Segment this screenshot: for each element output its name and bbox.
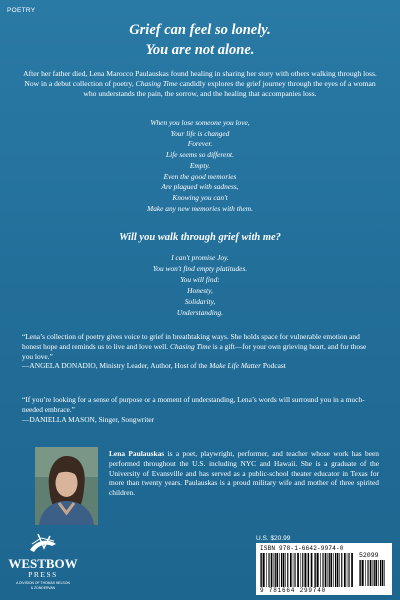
poem-line: Even the good memories	[163, 171, 237, 181]
poem-line: When you lose someone you love,	[150, 118, 250, 127]
price-addon-digits: 52099	[359, 552, 379, 559]
poem-excerpt-2	[0, 253, 400, 318]
attribution-text: Podcast	[260, 361, 286, 371]
barcode-bar	[351, 553, 353, 587]
poem-excerpt-1	[0, 118, 400, 214]
intro-text-2: candidly explores the grief journey through the eyes of a woman who understands the pain, the sorrow, and the healing that accompanies loss.	[83, 79, 376, 99]
barcode-bar	[297, 553, 299, 587]
question-heading: Will you walk through grief with me?	[119, 232, 281, 243]
barcode-bar	[335, 553, 336, 587]
bio-text: is a poet, playwright, performer, and teacher whose work has been performed throughout the U.S. including NYC and Hawaii. She is a graduate of the University of Evansville and has served as a public-school theater educator in Texas for more than twenty years. Paulauskas is a proud military wife and mother of three spirited children.	[109, 449, 379, 498]
barcode-bar	[287, 553, 288, 587]
intro-paragraph	[22, 69, 378, 100]
barcode-bar	[370, 560, 372, 586]
barcode-bar	[293, 553, 294, 587]
barcode-bar	[260, 553, 261, 587]
isbn-barcode	[256, 543, 392, 595]
barcode-bar	[322, 553, 323, 587]
headline-line-2: You are not alone.	[145, 42, 255, 58]
intro-text-1: After her father died, Lena Marocco Paulauskas found healing in sharing her story with others walking through loss. Now in a debut collection of poetry,	[23, 69, 377, 89]
barcode-bar	[384, 560, 385, 586]
barcode-bar	[317, 553, 319, 587]
barcode-bar	[375, 560, 377, 586]
author-photo	[35, 447, 98, 525]
barcode-bar	[290, 553, 292, 587]
westbow-logo-icon	[8, 528, 78, 593]
barcode-bar	[271, 553, 273, 587]
category-label: POETRY	[7, 7, 36, 14]
barcode-bar	[339, 553, 340, 587]
barcode-bar	[301, 553, 302, 587]
poem-line: I can't promise Joy.	[171, 253, 229, 262]
poem-line: Solidarity,	[184, 296, 216, 306]
barcode-bar	[378, 560, 379, 586]
barcode-bar	[266, 553, 267, 587]
barcode-bar	[315, 553, 316, 587]
quote-attribution	[22, 361, 378, 371]
headline	[0, 20, 400, 60]
headline-line-1: Grief can feel so lonely.	[129, 22, 271, 38]
poem-line: Empty.	[189, 160, 211, 170]
barcode-bar	[283, 553, 285, 587]
barcode-bar	[307, 553, 308, 587]
barcode-bar	[263, 553, 265, 587]
publisher-press: PRESS	[28, 570, 58, 579]
barcode-bar	[311, 553, 313, 587]
poem-line: Life seems so different.	[166, 150, 234, 160]
poem-line: Knowing you can't	[172, 192, 228, 202]
publisher-name: WESTBOW	[8, 556, 78, 571]
barcode-bar	[304, 553, 306, 587]
barcode-bar	[320, 553, 321, 587]
barcode-bar	[365, 560, 366, 586]
quote-book-title: Chasing Time	[170, 341, 211, 351]
podcast-title: Make Life Matter	[209, 361, 261, 371]
barcode-bar	[314, 553, 315, 587]
barcode-bar	[382, 560, 384, 586]
barcode-bar	[344, 553, 346, 587]
endorsement-quote-2	[22, 395, 378, 424]
barcode-bar	[373, 560, 374, 586]
poem-line: Understanding.	[176, 307, 224, 317]
poem-line: Make any new memories with them.	[147, 203, 253, 213]
barcode-bar	[308, 553, 309, 587]
addon-barcode-icon	[359, 560, 389, 590]
barcode-bar	[328, 553, 329, 587]
barcode-bar	[333, 553, 334, 587]
barcode-bar	[302, 553, 303, 587]
barcode-bar	[281, 553, 282, 587]
barcode-bar	[276, 553, 278, 587]
barcode-bar	[367, 560, 368, 586]
author-bio	[109, 449, 379, 498]
barcode-bar	[359, 560, 360, 586]
barcode-bar	[285, 553, 286, 587]
publisher-logo	[8, 528, 78, 593]
attribution-text: —ANGELA DONADIO, Ministry Leader, Author, Host of the	[22, 361, 210, 371]
poem-line: You will find:	[180, 274, 220, 284]
endorsement-quote-1	[22, 332, 378, 371]
publisher-tagline-2: & ZONDERVAN	[30, 586, 56, 590]
barcode-bar	[275, 553, 276, 587]
isbn-number: ISBN 978-1-6642-9974-0	[260, 545, 344, 552]
barcode-bar	[347, 553, 348, 587]
barcode-bar	[329, 553, 330, 587]
intro-book-title: Chasing Time	[135, 79, 178, 89]
barcode-bar	[261, 553, 262, 587]
author-name: Lena Paulauskas	[109, 449, 165, 458]
publisher-tagline-1: A DIVISION OF THOMAS NELSON	[16, 581, 70, 585]
quote-text-part: is a gift—for your own grieving heart, and for those you love.”	[22, 341, 367, 361]
barcode-bar	[268, 553, 269, 587]
poem-line: Are plagued with sadness,	[161, 182, 239, 192]
poem-line: Your life is changed	[170, 128, 230, 138]
barcode-bar	[279, 553, 280, 587]
poem-line: You won't find empty platitudes.	[152, 263, 248, 273]
barcode-bar	[380, 560, 381, 586]
barcode-digits: 9 781664 299740	[260, 587, 327, 594]
barcode-bar	[294, 553, 295, 587]
price-label: U.S. $20.99	[256, 535, 291, 542]
barcode-bars-icon	[260, 553, 356, 587]
barcode-bar	[337, 553, 339, 587]
barcode-bar	[325, 553, 327, 587]
barcode-bar	[330, 553, 332, 587]
barcode-bar	[341, 553, 342, 587]
poem-line: Honesty,	[187, 285, 213, 295]
quote-attribution: —DANIELLA MASON, Singer, Songwriter	[22, 414, 155, 424]
barcode-bar	[274, 553, 275, 587]
barcode-bar	[374, 560, 375, 586]
author-portrait-icon	[35, 447, 98, 525]
quote-text	[22, 332, 378, 361]
poem-line: Forever.	[187, 139, 213, 149]
quote-text: “If you’re looking for a sense of purpose or a moment of understanding, Lena’s words will surround you in a much-needed embrace.”	[22, 395, 365, 414]
barcode-bar	[360, 560, 361, 586]
barcode-bar	[362, 560, 364, 586]
quote-text-part: “Lena’s collection of poetry gives voice to grief in breathtaking ways. She holds space for vulnerable emotion and honest hope and reminds us to live and love well.	[22, 332, 360, 351]
barcode-bar	[348, 553, 349, 587]
